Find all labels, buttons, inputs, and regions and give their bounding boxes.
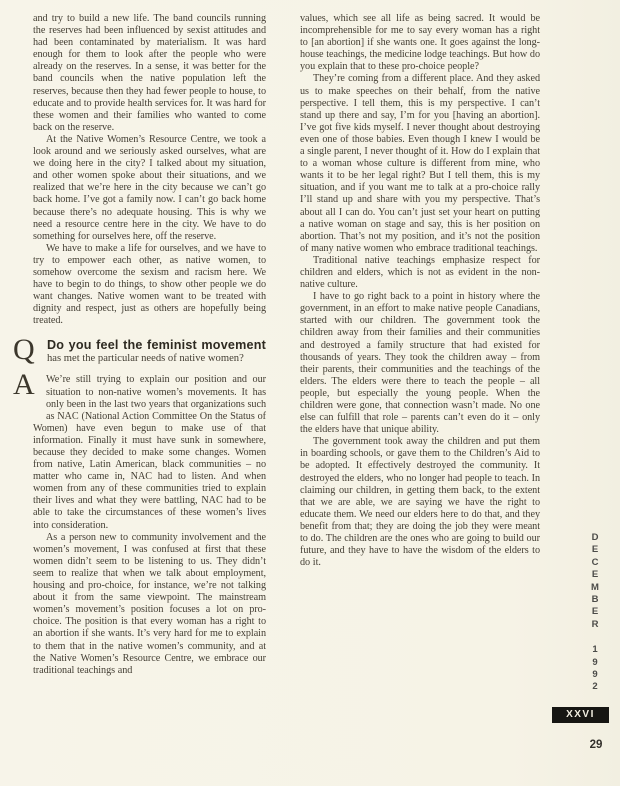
paragraph: The government took away the children and put them in boarding schools, or gave them to the Children’s Aid to be adopted. It effectively destroyed the community. It destroyed the elders, who no longer had people to teach. In claiming our children, in getting them back, to the extent that we are able, we are saying we have the right to educate them. We need our elders here to do that, and they benefit from that; they are doing the job they were meant to do. The children are the ones who are going to build our future, and they have to have the wisdom of the elders to do it. (300, 436, 540, 569)
right-column (300, 13, 540, 569)
answer-marker: A (13, 368, 35, 402)
right-column-paragraphs (300, 13, 540, 569)
date-char: E (591, 606, 599, 618)
paragraph: They’re coming from a different place. And they asked us to make speeches on their behalf, from the native perspective. I tell them, this is my perspective. I can’t stand up there and say, I’m for you [having an abortion]. I’ve got five kids myself. I never thought about destroying even one of those babies. Even though I knew I would be a single parent, I never thought of it. How do I explain that to a woman whose culture is different from mine, who wants it to be her legal right? But I tell them, this is my situation, and if you want me to talk at a pro-choice rally I’ll stand up and share with you my perspective. That’s about all I can do. You can’t just set your heart on putting a native woman on stage and say, this is her position on abortion. That’s not my position, and it’s not the position of many native women who embrace traditional teachings. (300, 73, 540, 254)
date-char: 1 (592, 644, 598, 656)
date-char: D (591, 532, 599, 543)
question-rest-text: has met the particular needs of native women? (47, 352, 244, 364)
issue-number-badge: XXVI (552, 707, 609, 723)
date-char: 9 (592, 656, 598, 668)
date-char: B (591, 593, 599, 605)
question-marker: Q (13, 333, 35, 367)
date-char: 2 (592, 681, 598, 693)
paragraph: We’re still trying to explain our position and our situation to non-native women’s movements. It has only been in the last two years that organizations such as NAC (National Action Committee On the Status of Women) have even begun to make use of that information. Finally it must have sunk in somewhere, because they decided to make some changes. Women from native, Latin American, black communities – no matter who came in, NAC had to listen. And when women from any of these communities tried to explain their lives and what they were battling, NAC had to be able to take the circumstances of these women’s lives into consideration. (33, 374, 266, 531)
date-char: R (591, 618, 599, 630)
date-gap (587, 631, 603, 644)
paragraph: We have to make a life for ourselves, and we have to try to empower each other, as native women, to somehow overcome the sexism and racism here. We have to begin to do things, to show other people we do want changes. Native women want to be treated with dignity and respect, just as others are hopefully being treated. (33, 242, 266, 327)
left-column-paragraphs (33, 13, 266, 327)
answer-paragraphs (33, 374, 266, 676)
date-char: C (591, 556, 599, 568)
paragraph: Traditional native teachings emphasize respect for children and elders, which is not as evident in the non-native culture. (300, 254, 540, 291)
paragraph: and try to build a new life. The band councils running the reserves had been influenced by sexist attitudes and had been contaminated by materialism. It was hard enough for them to look after the people who were already on the reserves. In a sense, it was better for the band councils when the native population left the reserves, because then they had fewer people to house, to educate and to provide health services for. It was hard for these women and their families who wanted to come back on the reserve. (33, 13, 266, 133)
answer-block (13, 368, 266, 676)
paragraph: I have to go right back to a point in history where the government, in an effort to make native people Canadians, started with our children. The government took the children away from their families and their communities and destroyed a family structure that had existed for thousands of years. They took the children away – from their parents, their communities and the teachings of the elders. The elders were there to teach the people – all people, but especially the young people. When the children were gone, that connection wasn’t made. No one else can fulfill that role – parents can’t even do it – only the elders have that unique ability. (300, 291, 540, 436)
date-char: E (591, 569, 599, 581)
date-char: M (591, 581, 599, 593)
date-char: 9 (592, 668, 598, 680)
question-bold-text: Do you feel the feminist movement (47, 338, 266, 353)
issue-date-vertical (587, 532, 603, 694)
paragraph: As a person new to community involvement and the women’s movement, I was confused at first that these women didn’t seem to be listening to us. They didn’t seem to realize that when we talk about employment, housing and pro-choice, for instance, we’re not talking about it from the same viewpoint. The mainstream women’s movement’s position focuses a lot on pro-choice. The position is that every woman has a right to an abortion if she wants. It’s very hard for me to explain to them that in the native women’s community, and at the Native Women’s Resource Centre, we embrace our traditional teachings and (33, 531, 266, 676)
paragraph: At the Native Women’s Resource Centre, we took a look around and we seriously asked ourselves, what are we doing here in the city? I talked about my situation, and other women spoke about their situations, and we realized that we’re here in the city because we can’t go back home. I’ve got a family now. I can’t go back home because there’s no adequate housing. This is why we need a resource centre here in the city. We have to do something for ourselves here, off the reserve. (33, 133, 266, 242)
left-column (13, 13, 266, 677)
question-block (13, 333, 266, 367)
date-char: E (591, 544, 599, 556)
paragraph: values, which see all life as being sacred. It would be incomprehensible for me to say every woman has a right to [an abortion] if she wants one. It goes against the long-house teachings, the medicine lodge teachings. But how do you explain that to these pro-choice people? (300, 13, 540, 73)
page-number: 29 (589, 739, 603, 751)
